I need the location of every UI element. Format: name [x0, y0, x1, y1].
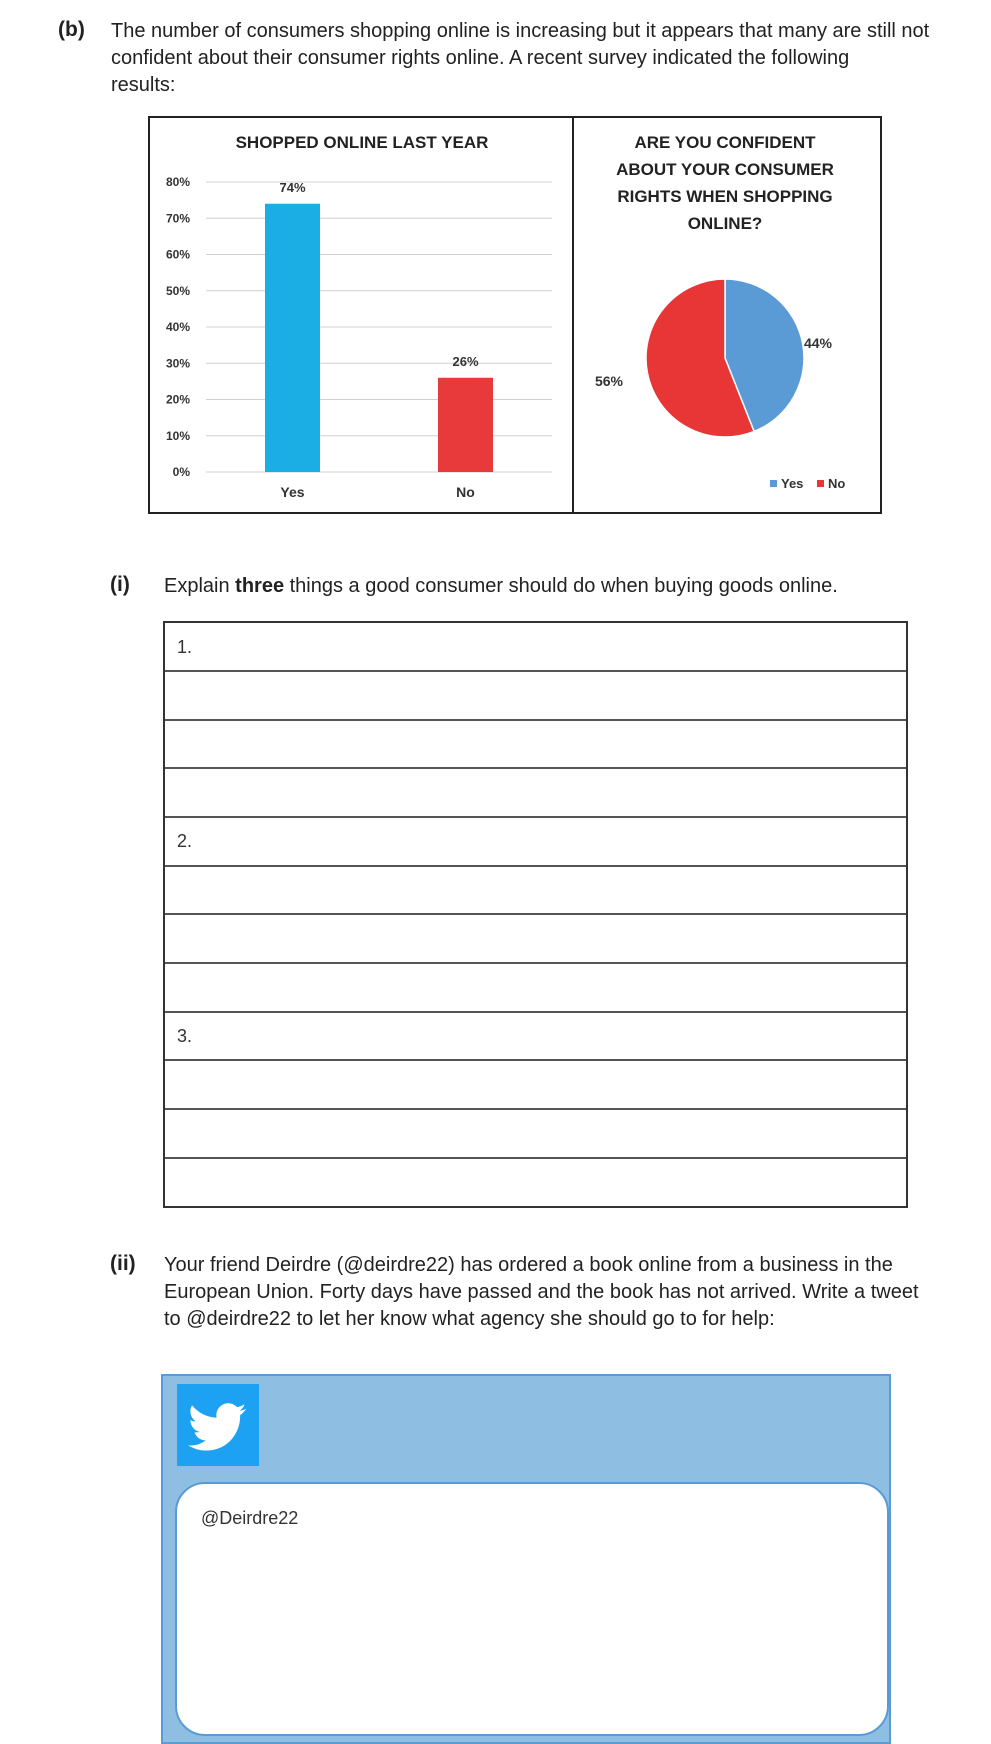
question-ii-label: (ii) — [110, 1252, 136, 1275]
legend-label: Yes — [781, 476, 804, 491]
pie-chart-title-line: RIGHTS WHEN SHOPPING — [617, 187, 833, 206]
charts-svg — [150, 118, 880, 512]
answer-line — [165, 962, 906, 964]
question-b-text — [111, 18, 981, 99]
answer-line — [165, 913, 906, 915]
twitter-bird-icon — [177, 1384, 259, 1466]
answer-line — [165, 1108, 906, 1110]
question-ii-line2: European Union. Forty days have passed and the book has not arrived. Write a tweet — [164, 1281, 919, 1303]
answer-line — [165, 1157, 906, 1159]
answer-line — [165, 719, 906, 721]
chart-divider — [572, 118, 574, 512]
question-i-text-end: things a good consumer should do when buying goods online. — [284, 575, 838, 597]
tweet-handle: @Deirdre22 — [201, 1508, 299, 1528]
legend-swatch-yes — [770, 480, 777, 487]
y-tick-label: 60% — [165, 247, 190, 262]
x-category-label: Yes — [280, 484, 305, 500]
y-tick-label: 50% — [165, 283, 190, 298]
y-tick-label: 70% — [165, 211, 190, 226]
question-i-text — [164, 573, 838, 600]
question-b-label: (b) — [58, 18, 85, 41]
answer-line — [165, 1011, 906, 1013]
y-tick-label: 40% — [165, 320, 190, 334]
bar-chart-title: SHOPPED ONLINE LAST YEAR — [235, 133, 489, 152]
x-category-label: No — [456, 484, 475, 500]
pie-chart-title-line: ARE YOU CONFIDENT — [634, 133, 816, 152]
answer-number-1: 1. — [177, 637, 193, 657]
question-ii-text — [164, 1252, 974, 1333]
question-i-text-bold: three — [235, 575, 285, 597]
question-ii-line3: to @deirdre22 to let her know what agency she should go to for help: — [164, 1308, 775, 1330]
y-tick-label: 80% — [165, 175, 190, 189]
answer-line — [165, 865, 906, 867]
legend-swatch-no — [817, 480, 824, 487]
twitter-logo — [177, 1384, 259, 1466]
answer-line — [165, 767, 906, 769]
question-ii-line1: Your friend Deirdre (@deirdre22) has ordered a book online from a business in the — [164, 1254, 893, 1276]
answer-number-2: 2. — [177, 831, 193, 851]
bar-data-label: 26% — [452, 353, 479, 369]
legend-label: No — [828, 476, 846, 491]
question-b-line1: The number of consumers shopping online is increasing but it appears that many are still not — [111, 20, 930, 42]
answer-line — [165, 816, 906, 818]
bar-data-label: 74% — [279, 179, 306, 195]
bar-no — [438, 378, 493, 472]
pie-data-label: 44% — [803, 335, 833, 351]
question-i-label: (i) — [110, 573, 130, 596]
answer-table[interactable] — [163, 621, 908, 1208]
y-tick-label: 20% — [165, 392, 190, 407]
pie-chart-title-line: ONLINE? — [687, 214, 763, 233]
answer-number-3: 3. — [177, 1026, 193, 1046]
y-tick-label: 10% — [165, 428, 190, 443]
survey-charts — [148, 116, 882, 514]
y-tick-label: 0% — [172, 465, 190, 479]
pie-data-label: 56% — [594, 373, 624, 389]
answer-line — [165, 670, 906, 672]
y-tick-label: 30% — [165, 356, 190, 371]
pie-chart-title-line: ABOUT YOUR CONSUMER — [616, 160, 834, 179]
question-b-line2: confident about their consumer rights online. A recent survey indicated the following — [111, 47, 850, 69]
answer-line — [165, 1059, 906, 1061]
bar-yes — [265, 204, 320, 472]
question-b-line3: results: — [111, 74, 176, 96]
question-i-text-start: Explain — [164, 575, 236, 597]
tweet-box — [161, 1374, 891, 1744]
tweet-text-area[interactable] — [175, 1482, 889, 1736]
